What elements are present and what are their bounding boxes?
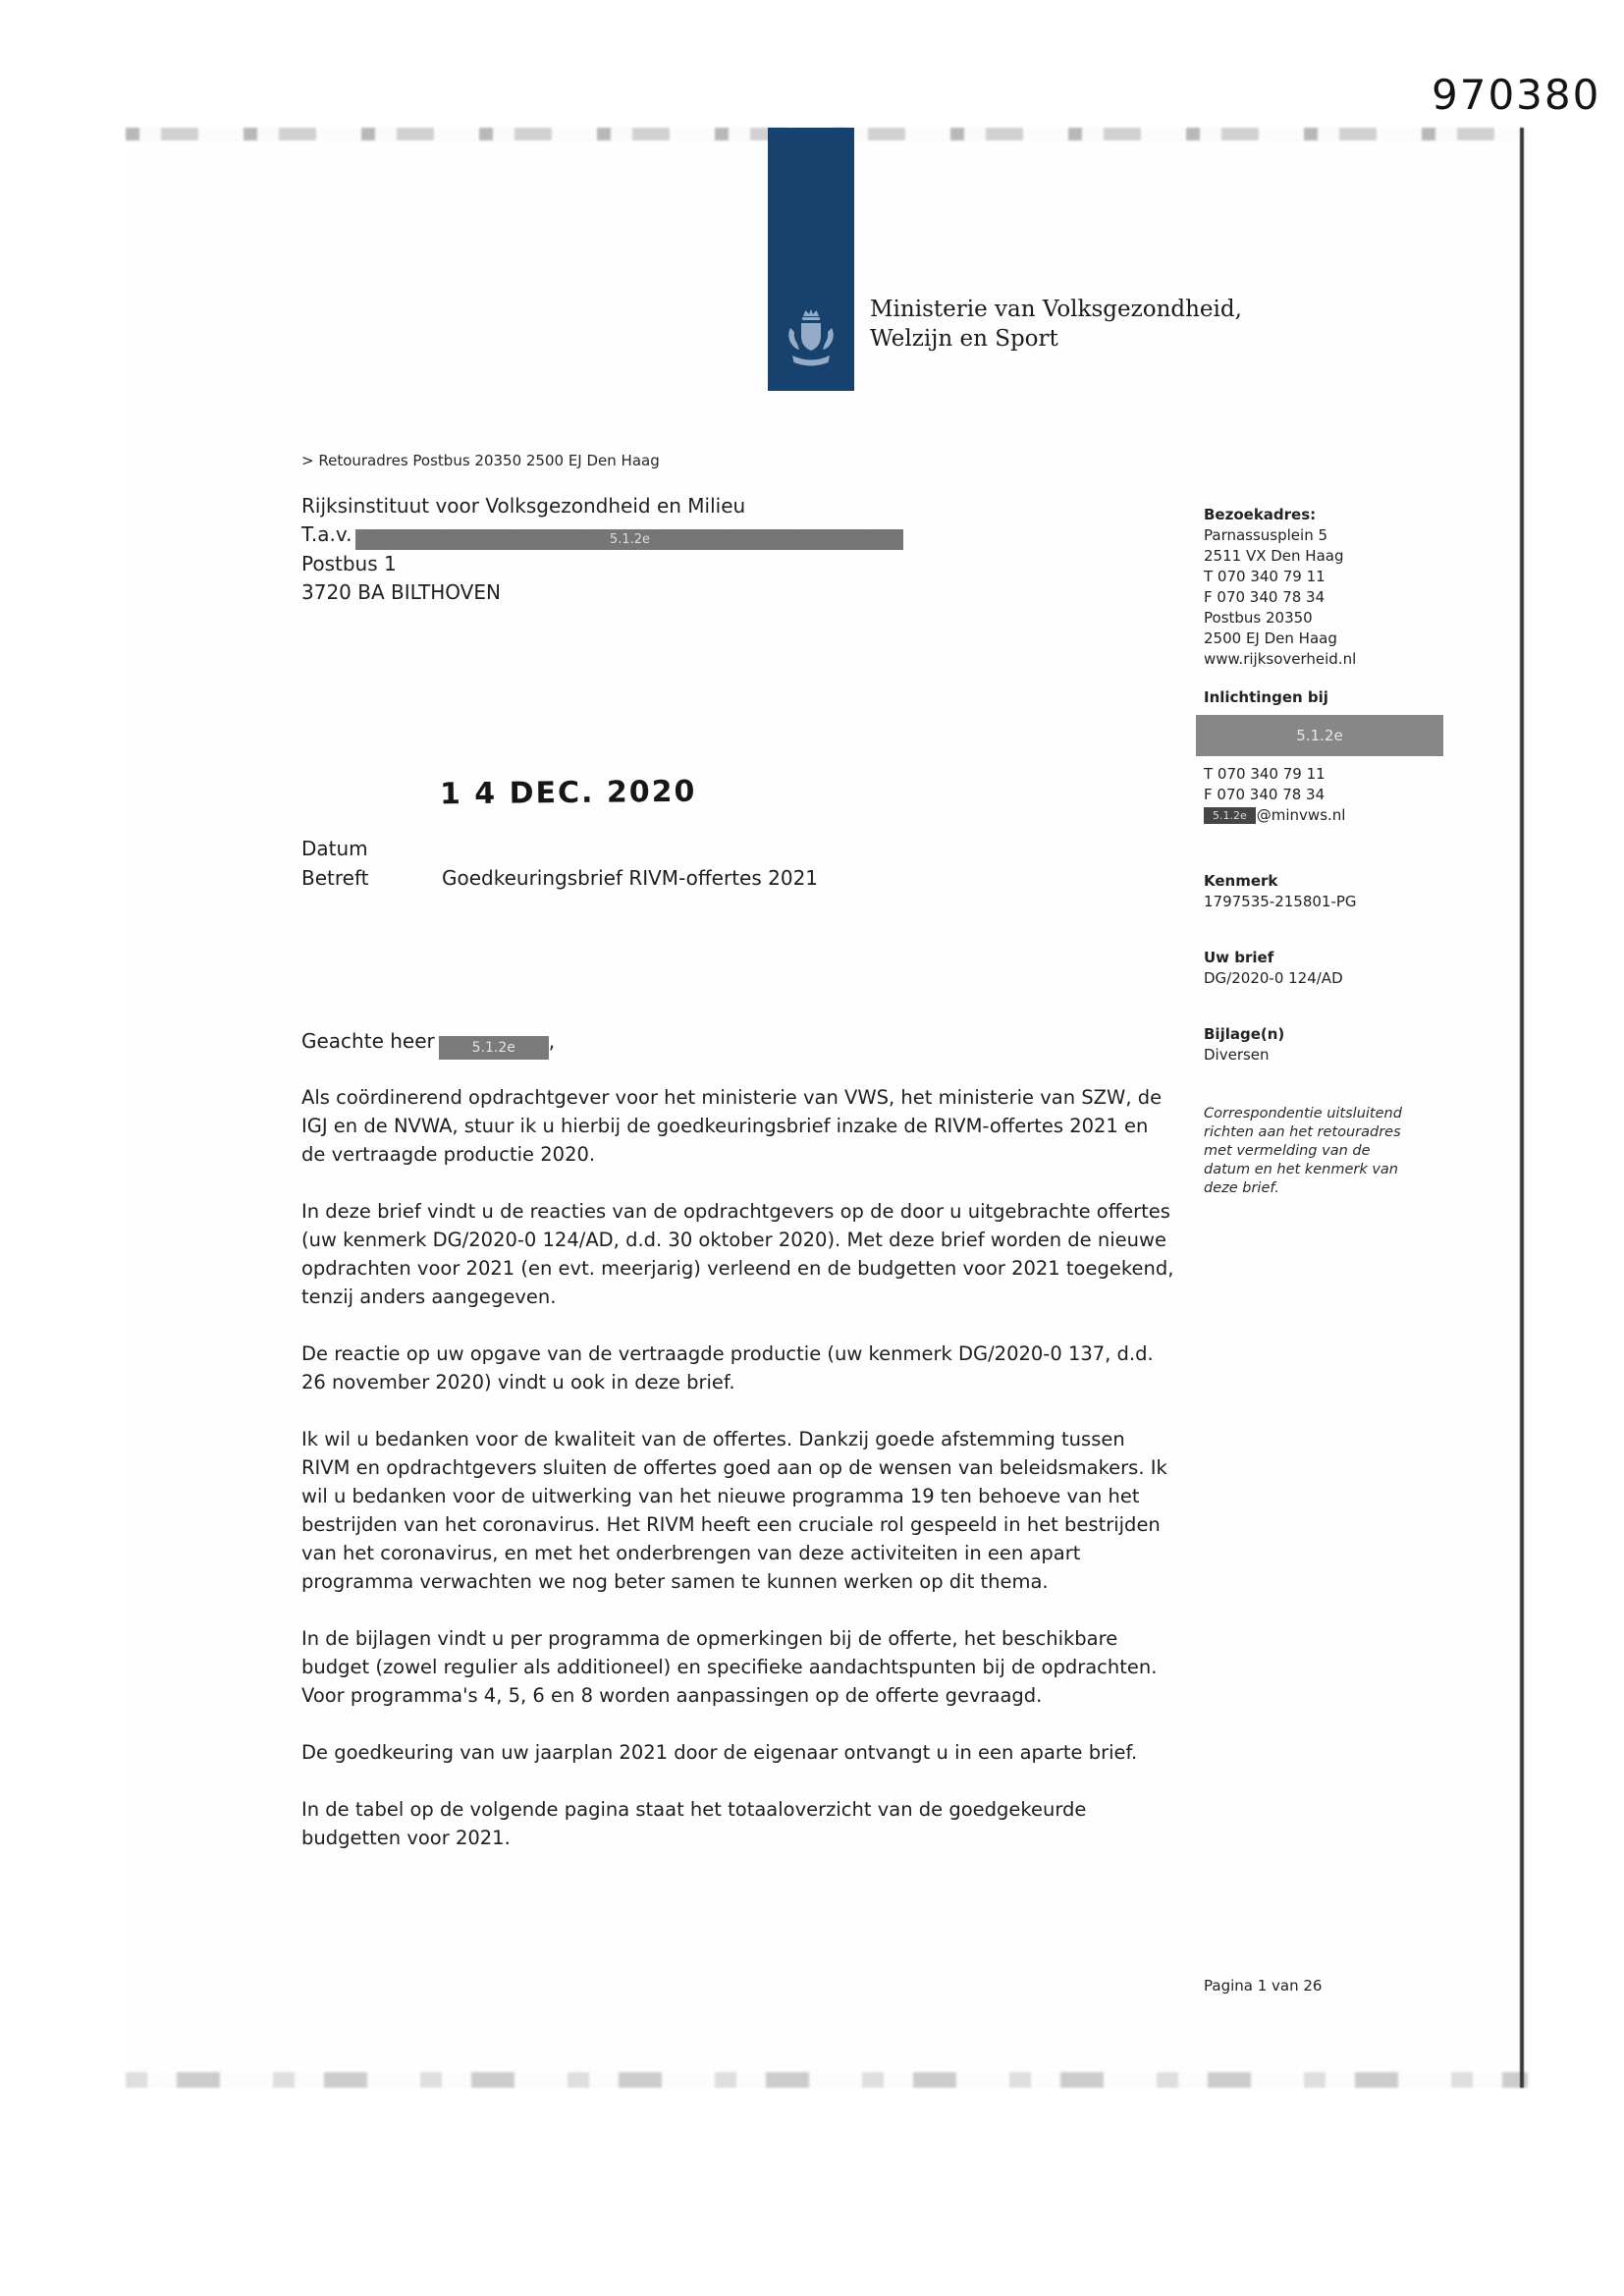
website-url: www.rijksoverheid.nl — [1204, 650, 1357, 668]
bezoekadres-postbus: Postbus 20350 — [1204, 609, 1313, 627]
scan-number: 970380 — [1432, 71, 1601, 119]
rijksoverheid-crest-icon — [783, 306, 839, 377]
addressee-organisation: Rijksinstituut voor Volksgezondheid en Milieu — [301, 494, 746, 518]
addressee-attn-line — [301, 520, 903, 550]
letter-paragraph-7: In de tabel op de volgende pagina staat het totaaloverzicht van de goedgekeurde budgetten voor 2021. — [301, 1798, 1087, 1849]
bezoekadres-postcode: 2511 VX Den Haag — [1204, 547, 1344, 565]
bezoekadres-fax: F 070 340 78 34 — [1204, 588, 1326, 606]
date-stamp: 1 4 DEC. 2020 — [439, 774, 697, 812]
email-domain: @minvws.nl — [1256, 806, 1346, 824]
letter-paragraph-2: In deze brief vindt u de reacties van de opdrachtgevers op de door u uitgebrachte offertes (uw kenmerk DG/2020-0 124/AD, d.d. 30 oktober 2020). Met deze brief worden de nieuwe opdrachten voor 2021 (en evt. meerjarig) verleend en de budgetten voor 2021 toegekend, tenzij anders aangegeven. — [301, 1200, 1174, 1308]
contact-fax: F 070 340 78 34 — [1204, 786, 1326, 803]
bijlage-label: Bijlage(n) — [1204, 1025, 1285, 1043]
redaction-chip-email: 5.1.2e — [1204, 807, 1256, 824]
redaction-block-contact: 5.1.2e — [1196, 715, 1443, 756]
scan-noise-bottom — [126, 2072, 1528, 2088]
kenmerk-value: 1797535-215801-PG — [1204, 893, 1357, 910]
ministry-logo-banner — [768, 128, 854, 391]
bezoekadres-city: 2500 EJ Den Haag — [1204, 629, 1337, 647]
salutation-comma: , — [548, 1029, 556, 1053]
ministry-name-line2: Welzijn en Sport — [870, 326, 1058, 352]
ministry-name-line1: Ministerie van Volksgezondheid, — [870, 297, 1242, 322]
addressee-postbus: Postbus 1 — [301, 552, 397, 575]
uwbrief-label: Uw brief — [1204, 949, 1274, 966]
datum-label: Datum — [301, 837, 368, 860]
contact-email-line — [1204, 805, 1451, 826]
salutation — [301, 1029, 555, 1060]
letter-paragraph-4: Ik wil u bedanken voor de kwaliteit van de offertes. Dankzij goede afstemming tussen RIVM en opdrachtgevers sluiten de offertes goed aan op de wensen van beleidsmakers. Ik wil u bedanken voor de uitwerking van het nieuwe programma 19 ten behoeve van het bestrijden van het coronavirus. Het RIVM heeft een cruciale rol gespeeld in het bestrijden van het coronavirus, en met het onderbrengen van deze activiteiten in een apart programma verwachten we nog beter samen te kunnen werken op dit thema. — [301, 1428, 1167, 1593]
addressee-city: 3720 BA BILTHOVEN — [301, 580, 501, 604]
redaction-bar-salutation: 5.1.2e — [439, 1036, 549, 1060]
uwbrief-value: DG/2020-0 124/AD — [1204, 969, 1343, 987]
letter-paragraph-6: De goedkeuring van uw jaarplan 2021 door de eigenaar ontvangt u in een aparte brief. — [301, 1741, 1138, 1764]
letter-paragraph-5: In de bijlagen vindt u per programma de opmerkingen bij de offerte, het beschikbare budget (zowel regulier als additioneel) en specifieke aandachtspunten bij de opdrachten. Voor programma's 4, 5, 6 en 8 worden aanpassingen op de offerte gevraagd. — [301, 1627, 1158, 1707]
scan-edge-line — [1520, 128, 1524, 2088]
bezoekadres-street: Parnassusplein 5 — [1204, 526, 1328, 544]
correspondence-note: Correspondentie uitsluitend richten aan het retouradres met vermelding van de datum en het kenmerk van deze brief. — [1204, 1106, 1402, 1196]
ministry-name — [870, 295, 1242, 354]
contact-phone: T 070 340 79 11 — [1204, 765, 1326, 783]
bijlage-value: Diversen — [1204, 1046, 1270, 1064]
betreft-row — [301, 866, 818, 890]
letter-paragraph-3: De reactie op uw opgave van de vertraagde productie (uw kenmerk DG/2020-0 137, d.d. 26 november 2020) vindt u ook in deze brief. — [301, 1342, 1154, 1394]
betreft-label: Betreft — [301, 866, 369, 890]
addressee-block — [301, 492, 903, 607]
bezoekadres-phone: T 070 340 79 11 — [1204, 568, 1326, 585]
kenmerk-label: Kenmerk — [1204, 872, 1278, 890]
letter-sidebar — [1204, 505, 1451, 1198]
page-number: Pagina 1 van 26 — [1204, 1977, 1323, 1995]
return-address-line: > Retouradres Postbus 20350 2500 EJ Den Haag — [301, 452, 660, 469]
betreft-value: Goedkeuringsbrief RIVM-offertes 2021 — [442, 866, 819, 890]
letter-sheet — [126, 128, 1528, 2088]
attn-prefix: T.a.v. — [301, 522, 352, 546]
letter-body — [301, 1083, 1177, 1881]
inlichtingen-label: Inlichtingen bij — [1204, 688, 1328, 706]
redaction-bar-attn: 5.1.2e — [355, 529, 903, 550]
salutation-text: Geachte heer — [301, 1029, 435, 1053]
letter-paragraph-1: Als coördinerend opdrachtgever voor het ministerie van VWS, het ministerie van SZW, de IGJ en de NVWA, stuur ik u hierbij de goedkeuringsbrief inzake de RIVM-offertes 2021 en de vertraagde productie 2020. — [301, 1086, 1163, 1166]
bezoekadres-label: Bezoekadres: — [1204, 506, 1317, 523]
